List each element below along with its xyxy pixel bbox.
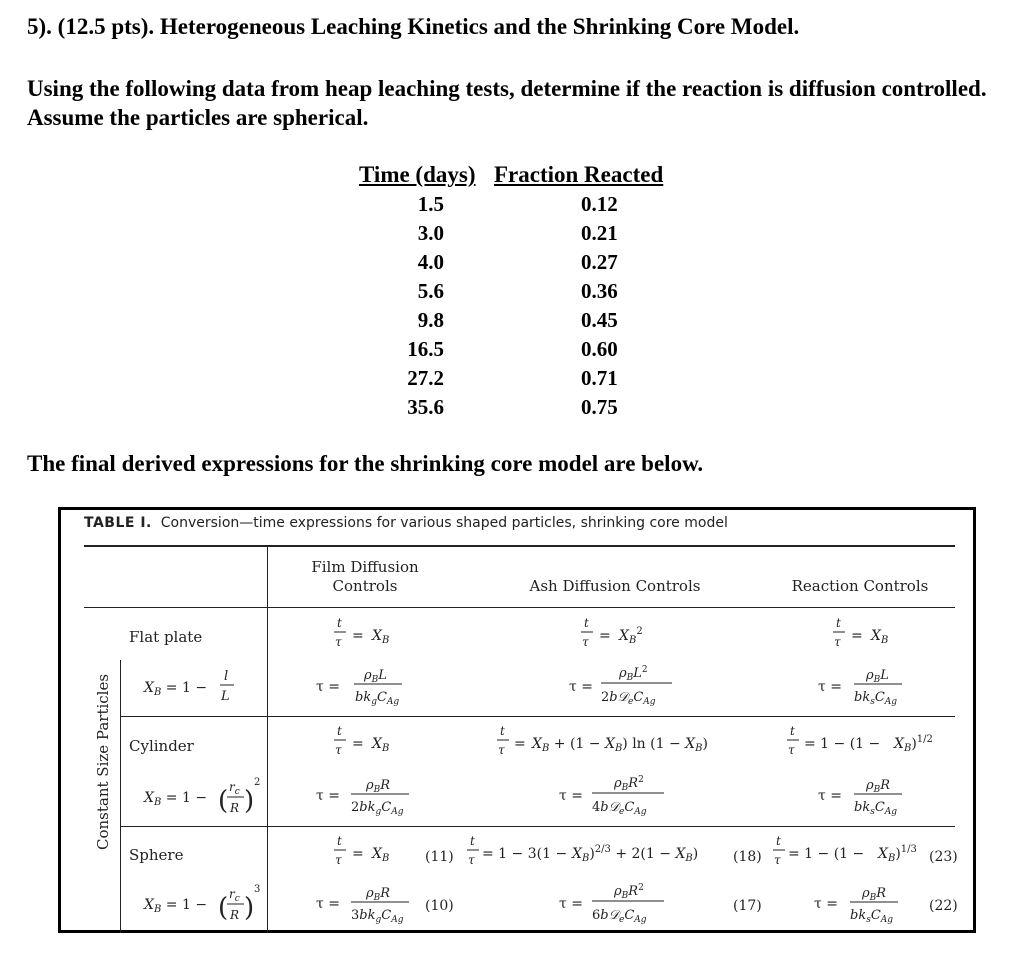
svg-text:XB2: $X_B^2$	[619, 626, 643, 646]
svg-text:rc: $r_c$	[229, 780, 240, 797]
question-title: 5). (12.5 pts). Heterogeneous Leaching Kinetics and the Shrinking Core Model.	[27, 14, 800, 39]
svg-text:=: =	[352, 628, 364, 644]
svg-text:= 1 − (1 −: = 1 − (1 −	[788, 846, 865, 862]
table-caption	[84, 515, 728, 531]
svg-text:τ =: τ =	[316, 788, 340, 804]
svg-text:τ =: τ =	[559, 896, 583, 912]
data-fraction-cell: 0.45	[581, 308, 618, 332]
svg-text:τ: τ	[335, 853, 342, 867]
svg-text:R: R	[230, 801, 240, 815]
svg-text:XB + (1 − XB) ln (1 − XB): $X_B + (1 - X_B)$ $\ln (1 - X_B)$	[532, 736, 708, 754]
eq-number-10: (10)	[425, 898, 454, 914]
svg-text:τ =: τ =	[316, 679, 340, 695]
final-expressions-text: The final derived expressions for the shrinking core model are below.	[27, 451, 704, 476]
data-time-cell: 27.2	[407, 366, 444, 390]
svg-text:ρBR: $\rho_BR$	[366, 778, 391, 795]
data-fraction-cell: 0.60	[581, 337, 618, 361]
data-fraction-cell: 0.21	[581, 221, 618, 245]
svg-text:6b𝒟eCAg: $6b𝒟_eC_{Ag}$	[592, 908, 647, 925]
eq-number-11: (11)	[425, 849, 454, 865]
svg-text:(: (	[218, 786, 229, 816]
svg-text:ρBL: $\rho_BL$	[364, 668, 387, 685]
col-header-film-line1: Film Diffusion	[311, 558, 419, 576]
svg-text:τ: τ	[335, 635, 342, 649]
data-time-cell: 5.6	[417, 279, 444, 303]
data-fraction-cell: 0.27	[581, 250, 618, 274]
svg-text:t: t	[836, 616, 841, 630]
svg-text:τ: τ	[335, 743, 342, 757]
svg-text:τ: τ	[468, 853, 475, 867]
svg-text:bksCAg: $bk_sC_{Ag}$	[854, 690, 898, 707]
row-label-flat-plate: Flat plate	[129, 628, 203, 646]
svg-text:τ =: τ =	[818, 679, 842, 695]
svg-text:XB: $X_B$	[871, 628, 889, 646]
svg-text:rc: $r_c$	[229, 887, 240, 904]
data-time-cell: 1.5	[417, 192, 444, 216]
svg-text:2bkgCAg: $2bk_gC_{Ag}$	[351, 800, 404, 817]
svg-text:ρBR: $\rho_BR$	[366, 886, 391, 903]
equations-graphic	[84, 547, 964, 931]
svg-text:XB: $X_B$	[372, 628, 390, 646]
eq-number-17: (17)	[733, 898, 762, 914]
svg-text:XB: $X_B$	[372, 736, 390, 754]
svg-text:=: =	[514, 736, 526, 752]
col-header-film-line2: Controls	[332, 577, 398, 595]
data-time-cell: 9.8	[417, 308, 444, 332]
svg-text:L: L	[221, 689, 230, 704]
svg-text:=: =	[851, 628, 863, 644]
svg-text:τ: τ	[498, 743, 505, 757]
svg-text:t: t	[337, 834, 342, 848]
svg-text:): )	[244, 893, 255, 923]
svg-text:τ =: τ =	[316, 896, 340, 912]
svg-text:t: t	[500, 724, 505, 738]
svg-text:= 1 − 3(1 −: = 1 − 3(1 −	[482, 846, 568, 862]
svg-text:=: =	[352, 736, 364, 752]
svg-text:4b𝒟eCAg: $4b𝒟_eC_{Ag}$	[592, 800, 647, 817]
col-header-ash: Ash Diffusion Controls	[529, 577, 701, 595]
svg-text:R: R	[230, 908, 240, 922]
svg-text:τ: τ	[774, 853, 781, 867]
eq-number-18: (18)	[733, 849, 762, 865]
data-time-cell: 16.5	[407, 337, 444, 361]
svg-text:t: t	[337, 616, 342, 630]
svg-text:XB: $X_B$	[372, 846, 390, 864]
eq-flat-def: $X_B = 1$ −	[144, 680, 208, 698]
data-header-time: Time (days)	[359, 162, 476, 187]
svg-text:): )	[244, 786, 255, 816]
svg-text:2b𝒟eCAg: $2b𝒟_eC_{Ag}$	[601, 690, 656, 707]
question-instructions: Using the following data from heap leaching tests, determine if the reaction is diffusion controlled. Assume the particles are spherical.	[27, 76, 987, 130]
svg-text:ρBL: $\rho_BL$	[866, 668, 889, 685]
svg-text:=: =	[352, 846, 364, 862]
svg-text:XB)1/3: $X_B)^{1/3}$	[878, 844, 917, 864]
col-header-reaction: Reaction Controls	[791, 577, 929, 595]
svg-text:ρBL2: $\rho_BL^2$	[619, 665, 648, 683]
svg-text:ρBR: $\rho_BR$	[866, 778, 891, 795]
data-fraction-cell: 0.71	[581, 366, 618, 390]
eq-number-23: (23)	[929, 849, 958, 865]
svg-text:τ: τ	[582, 635, 589, 649]
svg-text:t: t	[790, 724, 795, 738]
table-caption-label: TABLE I.	[84, 515, 152, 531]
svg-text:τ =: τ =	[814, 896, 838, 912]
eq-sph-def: $X_B = 1$ −	[144, 897, 208, 915]
svg-text:bksCAg: $bk_sC_{Ag}$	[854, 800, 898, 817]
svg-text:τ =: τ =	[559, 788, 583, 804]
eq-cyl-def: $X_B = 1$ −	[144, 790, 208, 808]
svg-text:ρBR2: $\rho_BR^2$	[614, 775, 644, 793]
svg-text:= 1 − (1 −: = 1 − (1 −	[804, 736, 881, 752]
svg-text:t: t	[470, 834, 475, 848]
svg-text:t: t	[584, 616, 589, 630]
svg-text:(: (	[218, 893, 229, 923]
data-fraction-cell: 0.36	[581, 279, 618, 303]
svg-text:3: 3	[254, 884, 261, 895]
svg-text:τ =: τ =	[569, 679, 593, 695]
eq-number-22: (22)	[929, 898, 958, 914]
svg-text:ρBR: $\rho_BR$	[862, 886, 887, 903]
svg-text:2: 2	[254, 777, 261, 788]
data-time-cell: 35.6	[407, 395, 444, 419]
svg-text:=: =	[599, 628, 611, 644]
row-label-cylinder: Cylinder	[129, 737, 194, 755]
svg-text:bksCAg: $bk_sC_{Ag}$	[850, 908, 894, 925]
svg-text:XB)1/2: $X_B)^{1/2}$	[894, 734, 933, 754]
table-caption-text: Conversion—time expressions for various shaped particles, shrinking core model	[160, 515, 728, 531]
svg-text:τ: τ	[834, 635, 841, 649]
svg-text:t: t	[776, 834, 781, 848]
data-fraction-cell: 0.12	[581, 192, 618, 216]
side-label-constant-size: Constant Size Particles	[94, 673, 112, 850]
svg-text:ρBR2: $\rho_BR^2$	[614, 883, 644, 901]
svg-text:τ: τ	[788, 743, 795, 757]
svg-text:l: l	[224, 669, 229, 684]
svg-text:XB)2/3 + 2(1 − XB): $X_B)^{2/3} + 2(1 - X_B)$	[572, 844, 699, 864]
svg-text:bkgCAg: $bk_gC_{Ag}$	[355, 690, 400, 707]
data-header-fraction: Fraction Reacted	[494, 162, 664, 187]
svg-text:τ =: τ =	[818, 788, 842, 804]
data-time-cell: 3.0	[417, 221, 444, 245]
row-label-sphere: Sphere	[129, 846, 184, 864]
svg-text:t: t	[337, 724, 342, 738]
svg-text:3bkgCAg: $3bk_gC_{Ag}$	[351, 908, 404, 925]
data-time-cell: 4.0	[417, 250, 444, 274]
data-fraction-cell: 0.75	[581, 395, 618, 419]
